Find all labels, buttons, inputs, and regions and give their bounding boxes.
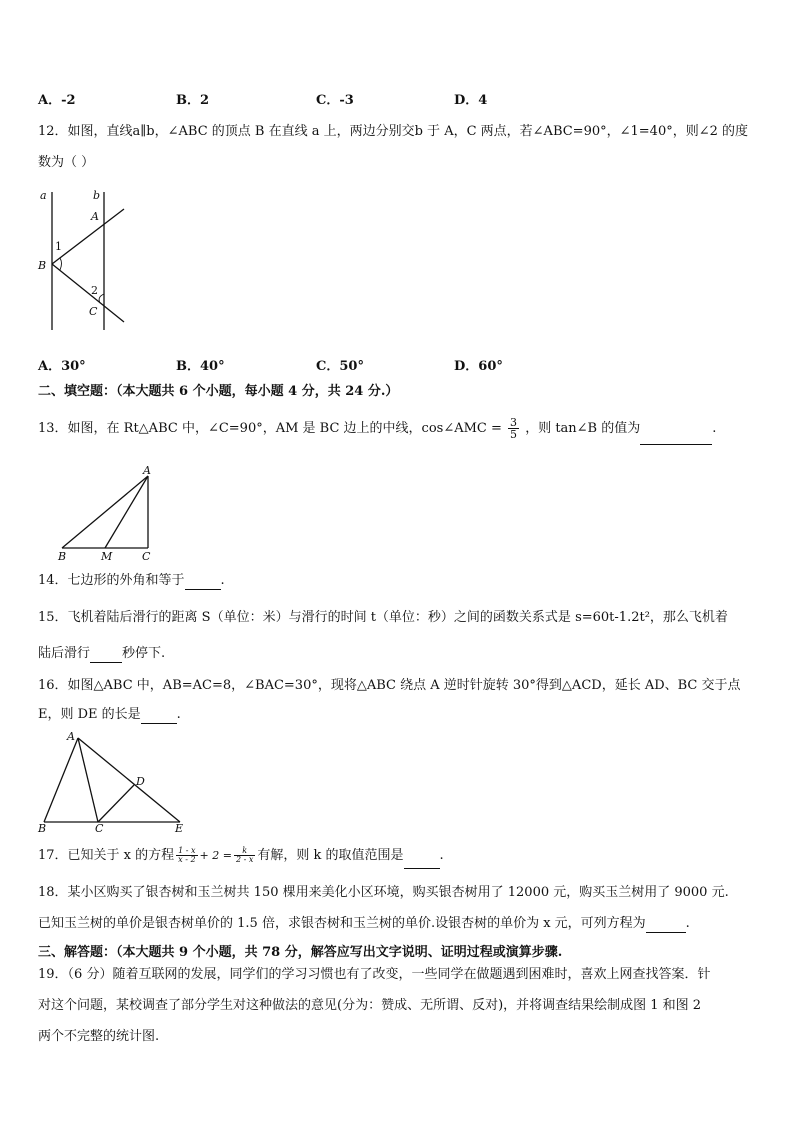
q17-line — [38, 844, 762, 869]
q15-line-2 — [38, 646, 762, 663]
q15-answer-blank — [90, 646, 122, 663]
q18-end: . — [685, 916, 690, 931]
q13-frac-den: 5 — [510, 428, 518, 441]
q12-option-a: A．30° — [38, 359, 86, 374]
q18-line-1: 18．某小区购买了银杏树和玉兰树共 150 棵用来美化小区环境，购买银杏树用了 12000 元，购买玉兰树用了 9000 元. — [38, 885, 729, 900]
q15-text-post: 秒停下. — [122, 646, 166, 661]
q15-text-pre: 陆后滑行 — [38, 646, 91, 661]
q11-option-a: A．-2 — [38, 93, 76, 108]
label-point-C: C — [89, 305, 98, 318]
q12-option-b: B．40° — [176, 359, 225, 374]
q12-option-d: D．60° — [454, 359, 503, 374]
q18-answer-blank — [646, 916, 686, 933]
q13-label-M: M — [101, 550, 113, 563]
q16-label-E: E — [175, 822, 184, 834]
q13-line — [38, 414, 762, 445]
section-2-heading: 二、填空题：（本大题共 6 个小题，每小题 4 分，共 24 分.） — [38, 384, 399, 399]
q16-text-pre: E，则 DE 的长是 — [38, 707, 141, 722]
q14-text: 14．七边形的外角和等于 — [38, 573, 185, 588]
q13-text-pre: 13．如图，在 Rt△ABC 中，∠C=90°，AM 是 BC 边上的中线，cos∠AMC = — [38, 421, 502, 436]
q16-figure — [34, 728, 192, 834]
q16-line-1: 16．如图△ABC 中，AB=AC=8，∠BAC=30°，现将△ABC 绕点 A 逆时针旋转 30°得到△ACD，延长 AD、BC 交于点 — [38, 678, 741, 693]
q19-line-2: 对这个问题，某校调查了部分学生对这种做法的意见(分为：赞成、无所谓、反对)，并将调查结果绘制成图 1 和图 2 — [38, 998, 702, 1013]
q12-figure — [34, 184, 130, 336]
q16-label-B: B — [38, 822, 47, 834]
q17-f2-den: 2 - x — [235, 855, 254, 864]
q13-frac-num: 3 — [510, 416, 518, 429]
q16-label-A: A — [67, 730, 75, 743]
q13-fraction — [508, 417, 519, 440]
q17-mid: + 2 = — [199, 849, 232, 862]
q12-line-2: 数为（ ） — [38, 155, 95, 170]
q13-label-C: C — [142, 550, 151, 563]
q13-label-B: B — [58, 550, 67, 563]
q14-answer-blank — [185, 573, 221, 590]
q15-line-1: 15．飞机着陆后滑行的距离 S（单位：米）与滑行的时间 t（单位：秒）之间的函数关系式是 s=60t-1.2t²，那么飞机着 — [38, 610, 728, 625]
q16-answer-blank — [141, 707, 177, 724]
q17-answer-blank — [404, 844, 440, 869]
q17-fraction-left — [176, 847, 197, 864]
q17-f2-num: k — [234, 847, 255, 856]
q17-text-post: 有解，则 k 的取值范围是 — [257, 848, 404, 863]
q13-text-post: ，则 tan∠B 的值为 — [525, 421, 641, 436]
q17-fraction-right — [234, 847, 255, 864]
q16-line-2 — [38, 707, 762, 724]
label-point-B: B — [38, 259, 47, 272]
q19-line-1: 19．（6 分）随着互联网的发展，同学们的学习习惯也有了改变，一些同学在做题遇到困难时，喜欢上网查找答案．针 — [38, 967, 711, 982]
q11-option-b: B．2 — [176, 93, 210, 108]
label-line-b: b — [93, 189, 101, 202]
q16-label-D: D — [136, 775, 145, 788]
q13-text-end: . — [712, 421, 717, 436]
q17-end: . — [439, 848, 444, 863]
label-point-A: A — [91, 210, 99, 223]
q17-text-pre: 17．已知关于 x 的方程 — [38, 848, 175, 863]
q12-option-c: C．50° — [316, 359, 364, 374]
q18-text-line2: 已知玉兰树的单价是银杏树单价的 1.5 倍，求银杏树和玉兰树的单价.设银杏树的单价为 x 元，可列方程为 — [38, 916, 646, 931]
q16-text-post: . — [176, 707, 181, 722]
q13-figure — [52, 462, 164, 564]
section-3-heading: 三、解答题：（本大题共 9 个小题，共 78 分，解答应写出文字说明、证明过程或演算步骤. — [38, 945, 563, 960]
q12-line-1: 12．如图，直线a∥b，∠ABC 的顶点 B 在直线 a 上，两边分别交b 于 A，C 两点，若∠ABC=90°，∠1=40°，则∠2 的度 — [38, 124, 749, 139]
label-angle-2: 2 — [91, 284, 98, 297]
q11-option-d: D．4 — [454, 93, 488, 108]
q13-label-A: A — [143, 464, 151, 477]
q18-line-2 — [38, 916, 762, 933]
q17-f1-num: 1 - x — [178, 846, 196, 855]
label-line-a: a — [40, 189, 47, 202]
q11-option-c: C．-3 — [316, 93, 354, 108]
q16-label-C: C — [95, 822, 104, 834]
q19-line-3: 两个不完整的统计图. — [38, 1029, 160, 1044]
q13-answer-blank — [640, 414, 712, 445]
q14-end: . — [220, 573, 225, 588]
q17-f1-den: x - 2 — [178, 855, 196, 864]
label-angle-1: 1 — [55, 240, 62, 253]
q14-line — [38, 573, 762, 590]
